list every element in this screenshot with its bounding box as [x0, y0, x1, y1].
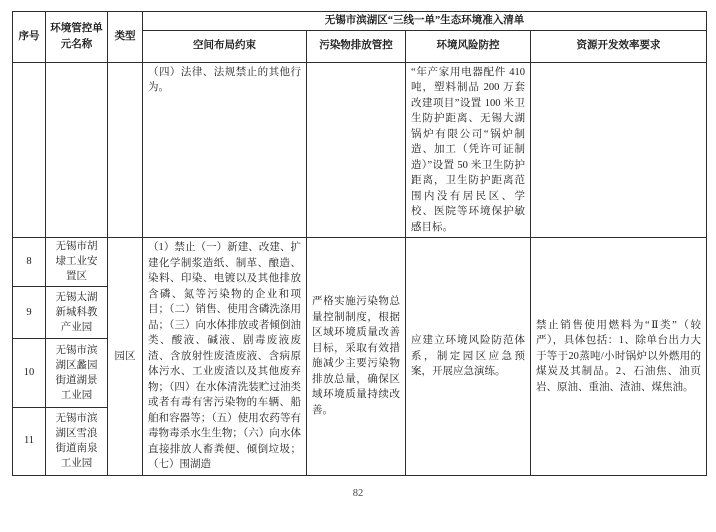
row-9-index: 9 [13, 286, 46, 339]
span-header-title: 无锡市滨湖区“三线一单”生态环境准入清单 [143, 12, 707, 31]
carryover-resource-cell [531, 62, 707, 238]
carryover-pollutant-cell [307, 62, 406, 238]
col-header-unit-name: 环境管控单元名称 [46, 12, 108, 63]
group-resource-cell: 禁止销售使用燃料为“Ⅱ类”（较严），具体包括：1、除单台出力大于等于20蒸吨/小时锅炉以外燃用的煤炭及其制品。2、石油焦、油页岩、原油、重油、渣油、煤焦油。 [531, 238, 707, 476]
carryover-row [13, 62, 707, 238]
col-header-type: 类型 [108, 12, 143, 63]
col-header-index: 序号 [13, 12, 46, 63]
page-number: 82 [352, 488, 364, 499]
carryover-spatial-cell: （四）法律、法规禁止的其他行为。 [143, 62, 307, 238]
carryover-risk-cell: “年产家用电器配件 410 吨，塑料制品 200 万套改建项目”设置 100 米卫生防护距离、无锡大湖锅炉有限公司“锅炉制造、加工（凭许可证制造）”设置 50 米卫生防护距离，卫生防护距离范围内没有居民区、学校、医院等环境保护敏感目标。 [406, 62, 531, 238]
row-10-unit-name: 无锡市滨湖区蠡园街道湖景工业园 [46, 339, 108, 408]
header-row-1 [13, 12, 707, 31]
row-8-index: 8 [13, 238, 46, 287]
col-header-spatial: 空间布局约束 [143, 30, 307, 62]
row-11-unit-name: 无锡市滨湖区雪浪街道南泉工业园 [46, 407, 108, 475]
carryover-index-cell [13, 62, 46, 238]
carryover-type-cell [108, 62, 143, 238]
group-risk-cell: 应建立环境风险防范体系，制定园区应急预案，开展应急演练。 [406, 238, 531, 476]
col-header-risk: 环境风险防控 [406, 30, 531, 62]
group-pollutant-cell: 严格实施污染物总量控制制度，根据区域环境质量改善目标，采取有效措施减少主要污染物排放总量，确保区域环境质量持续改善。 [307, 238, 406, 476]
carryover-name-cell [46, 62, 108, 238]
row-9-unit-name: 无锡太湖新城科教产业园 [46, 286, 108, 339]
col-header-resource: 资源开发效率要求 [531, 30, 707, 62]
col-header-pollutant: 污染物排放管控 [307, 30, 406, 62]
row-10-index: 10 [13, 339, 46, 408]
row-11-index: 11 [13, 407, 46, 475]
group-type-cell: 园区 [108, 238, 143, 476]
row-8-unit-name: 无锡市胡埭工业安置区 [46, 238, 108, 287]
table-row-8 [13, 238, 707, 287]
group-spatial-cell: （1）禁止（一）新建、改建、扩建化学制浆造纸、制革、酿造、染料、印染、电镀以及其他排放含磷、氮等污染物的企业和项目；（二）销售、使用含磷洗涤用品；（三）向水体排放或者倾倒油类、酸液、碱液、剧毒废液废渣、含放射性废渣废液、含病原体污水、工业废渣以及其他废弃物；（四）在水体清洗装贮过油类或者有毒有害污染物的车辆、船舶和容器等；（五）使用农药等有毒物毒杀水生生物；（六）向水体直接排放人畜粪便、倾倒垃圾；（七）围湖造 [143, 238, 307, 476]
eco-access-list-table [12, 11, 707, 476]
